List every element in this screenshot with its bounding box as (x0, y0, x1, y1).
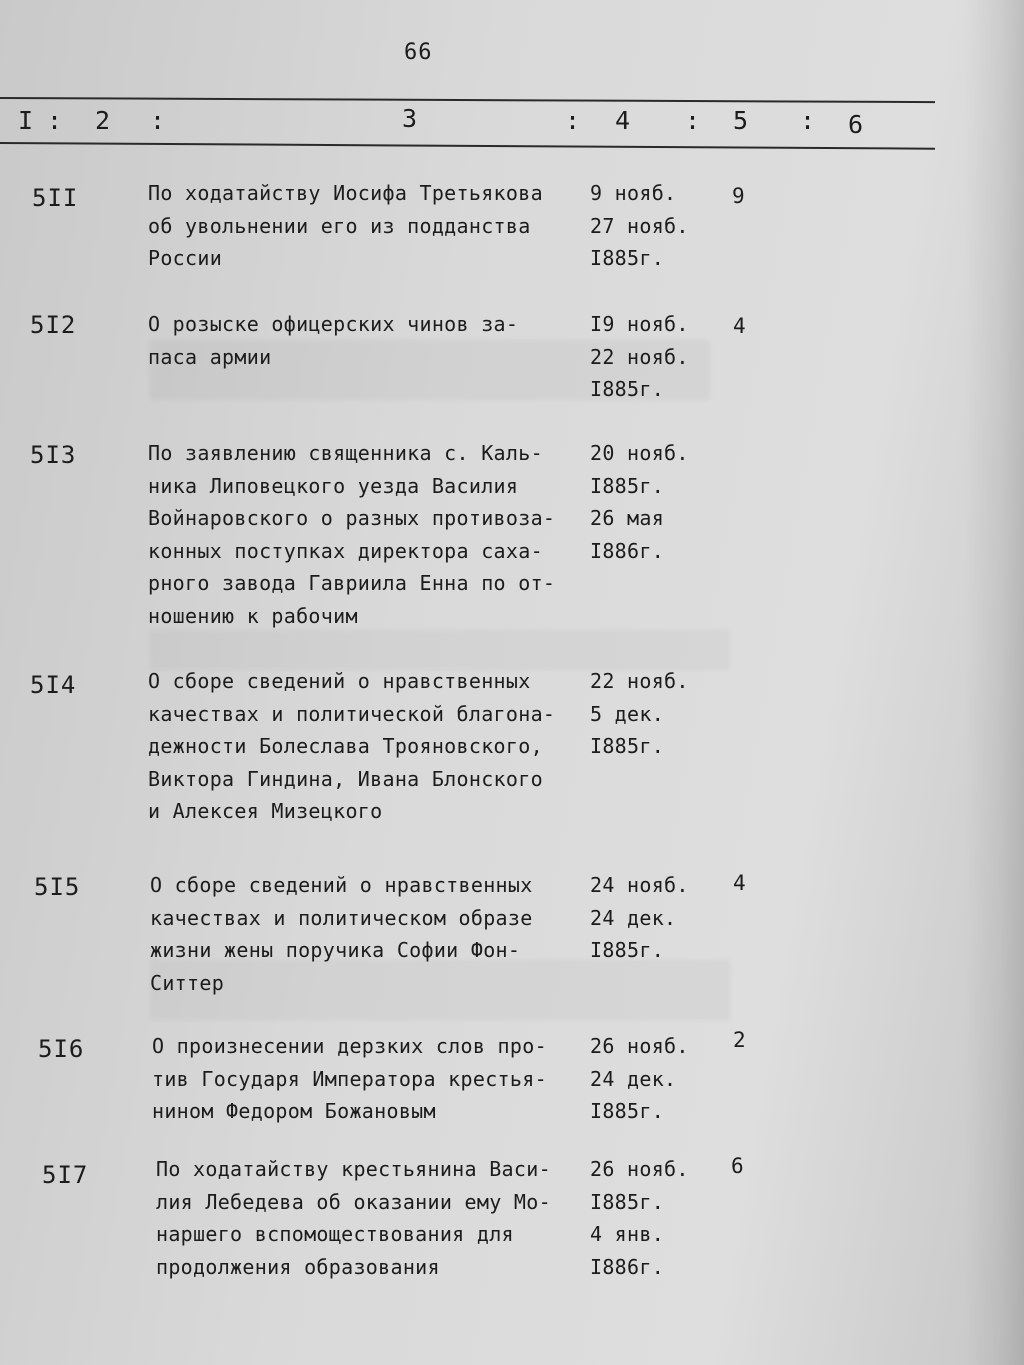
record-number: 5I7 (42, 1161, 89, 1189)
record-dates: I9 нояб. 22 нояб. I885г. (590, 312, 689, 401)
record-number: 5I6 (38, 1035, 85, 1063)
record-dates: 26 нояб. 24 дек. I885г. (590, 1034, 689, 1123)
header-top-rule (0, 97, 935, 103)
header-col-3: 3 (402, 104, 418, 133)
header-separator: : (565, 106, 581, 135)
page-number: 66 (404, 40, 433, 65)
record-dates: 26 нояб. I885г. 4 янв. I886г. (590, 1157, 689, 1279)
page-edge-shadow (964, 0, 1024, 1365)
header-col-5: 5 (733, 106, 749, 135)
record-title: О сборе сведений о нравственных качествах и политической благона- дежности Болеслава Трояновского, Виктора Гиндина, Ивана Блонского и Алексея Мизецкого (148, 669, 556, 823)
record-number: 5I2 (30, 311, 77, 339)
record-title: По ходатайству крестьянина Васи- лия Лебедева об оказании ему Мо- наршего вспомоществования для продолжения образования (156, 1157, 551, 1279)
record-sheets: 9 (732, 184, 745, 208)
record-title: По ходатайству Иосифа Третьякова об увольнении его из подданства России (148, 181, 543, 270)
header-col-1: I (18, 106, 34, 135)
record-dates: 9 нояб. 27 нояб. I885г. (590, 181, 689, 270)
header-separator: : (800, 106, 816, 135)
header-col-4: 4 (615, 106, 631, 135)
header-col-6: 6 (848, 110, 864, 139)
record-title: По заявлению священника с. Каль- ника Липовецкого уезда Василия Войнаровского о разных противоза- конных поступках директора саха- рного завода Гавриила Енна по от- ношению к рабочим (148, 441, 556, 628)
record-title: О произнесении дерзких слов про- тив Государя Императора крестья- нином Федором Божановым (152, 1034, 547, 1123)
header-separator: : (150, 106, 166, 135)
record-dates: 22 нояб. 5 дек. I885г. (590, 669, 689, 758)
record-number: 5I4 (30, 671, 77, 699)
record-title: О сборе сведений о нравственных качествах и политическом образе жизни жены поручика Софии Фон- Ситтер (150, 873, 533, 995)
record-sheets: 2 (733, 1028, 746, 1052)
record-sheets: 6 (731, 1154, 744, 1178)
header-col-2: 2 (95, 106, 111, 135)
record-title: О розыске офицерских чинов за- паса армии (148, 312, 519, 369)
record-number: 5I3 (30, 441, 77, 469)
record-number: 5I5 (34, 873, 81, 901)
header-separator: : (685, 106, 701, 135)
bleed-through-texture (150, 630, 730, 670)
header-bottom-rule (0, 142, 935, 150)
record-dates: 20 нояб. I885г. 26 мая I886г. (590, 441, 689, 563)
record-sheets: 4 (733, 314, 746, 338)
header-separator: : (47, 106, 63, 135)
record-dates: 24 нояб. 24 дек. I885г. (590, 873, 689, 962)
record-number: 5II (32, 184, 79, 212)
record-sheets: 4 (733, 871, 746, 895)
